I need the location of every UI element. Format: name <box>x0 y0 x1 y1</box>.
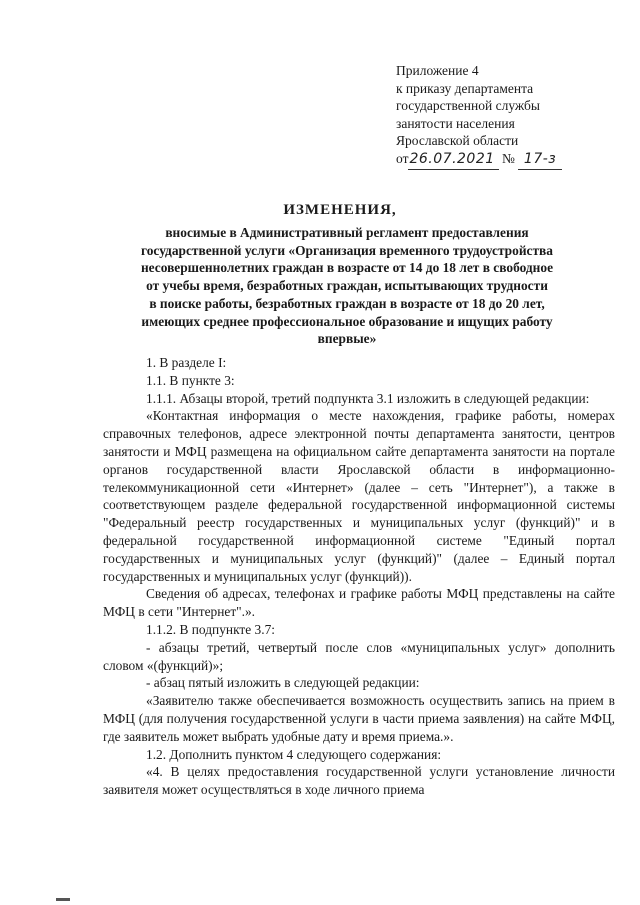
appendix-header <box>396 62 616 170</box>
date-prefix: от <box>396 150 409 166</box>
paragraph: 1.1.1. Абзацы второй, третий подпункта 3.1 изложить в следующей редакции: <box>146 390 590 406</box>
appendix-date-line <box>396 150 616 170</box>
scan-mark <box>56 898 70 901</box>
subtitle-line: в поиске работы, безработных граждан в возрасте от 18 до 20 лет, <box>149 295 545 311</box>
handwritten-number: 17-з <box>518 151 562 170</box>
paragraph: 1.2. Дополнить пунктом 4 следующего содержания: <box>146 746 442 762</box>
paragraph: - абзац пятый изложить в следующей редакции: <box>146 675 420 691</box>
subtitle-line: государственной услуги «Организация временного трудоустройства <box>140 242 553 258</box>
paragraph: Сведения об адресах, телефонах и графике работы МФЦ представлены на сайте МФЦ в сети "Интернет".». <box>103 586 615 620</box>
number-prefix: № <box>502 150 515 166</box>
appendix-line: занятости населения <box>396 115 515 131</box>
paragraph: «Заявителю также обеспечивается возможность осуществить запись на прием в МФЦ (для получения государственной услуги в части приема заявления) на сайте МФЦ, где заявитель может выбрать удобные дату и время приема.». <box>103 693 615 744</box>
subtitle-line: несовершеннолетних граждан в возрасте от 14 до 18 лет в свободное <box>140 260 554 276</box>
subtitle-line: от учебы время, безработных граждан, испытывающих трудности <box>146 278 548 294</box>
paragraph: 1.1. В пункте 3: <box>146 372 235 388</box>
paragraph: 1. В разделе I: <box>146 355 227 370</box>
paragraph: 1.1.2. В подпункте 3.7: <box>146 621 276 637</box>
subtitle-line: впервые» <box>317 331 377 347</box>
paragraph: - абзацы третий, четвертый после слов «муниципальных услуг» дополнить словом «(функций)»; <box>103 639 615 673</box>
document-body <box>103 354 615 799</box>
paragraph: «Контактная информация о месте нахождения, графике работы, номерах справочных телефонов, адресе электронной почты департамента занятости, центров занятости и МФЦ размещена на официальном сайте департамента занятости на портале органов государственной власти Ярославской области в информационно-телекоммуникационной сети «Интернет» (далее – сеть "Интернет"), а также в соответствующем разделе федеральной государственной информационной системы "Федеральный реестр государственных и муниципальных услуг (функций)" и в федеральной государственной информационной системе "Единый портал государственных и муниципальных услуг (функций)" (далее – Единый портал государственных и муниципальных услуг (функций)). <box>103 408 615 584</box>
appendix-line: Приложение 4 <box>396 63 479 78</box>
appendix-line: к приказу департамента <box>396 80 534 96</box>
subtitle-line: вносимые в Административный регламент предоставления <box>165 225 529 240</box>
handwritten-date: 26.07.2021 <box>408 151 498 170</box>
document-subtitle <box>112 224 582 348</box>
appendix-line: Ярославской области <box>396 133 519 149</box>
appendix-line: государственной службы <box>396 98 540 114</box>
document-title: ИЗМЕНЕНИЯ, <box>283 202 397 218</box>
paragraph: «4. В целях предоставления государственной услуги установление личности заявителя может осуществляться в ходе личного приема <box>103 764 615 798</box>
subtitle-line: имеющих среднее профессиональное образование и ищущих работу <box>141 313 553 329</box>
